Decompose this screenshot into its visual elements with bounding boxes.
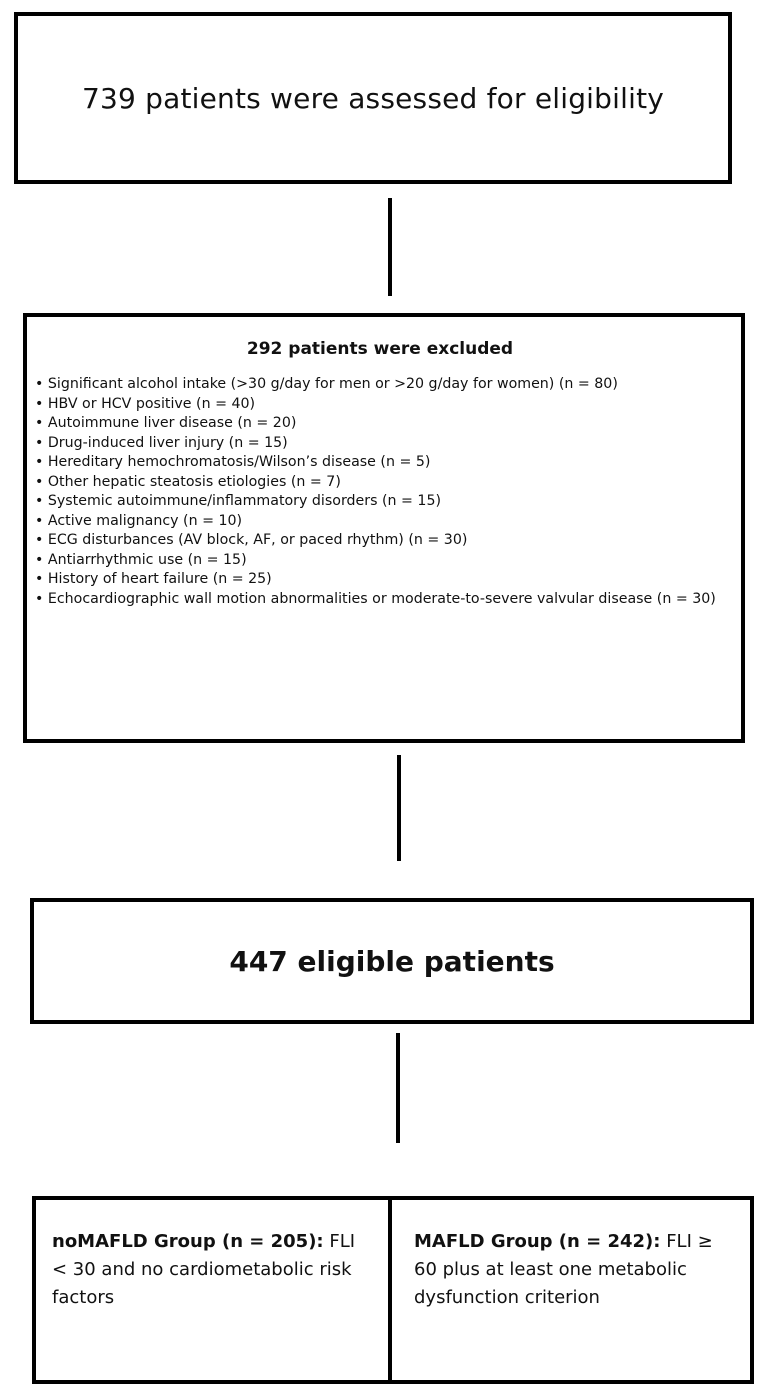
groups-box xyxy=(32,1196,754,1384)
eligible-text: 447 eligible patients xyxy=(229,944,555,978)
exclusion-item: • Echocardiographic wall motion abnormalities or moderate-to-severe valvular disease (n = 30) xyxy=(35,590,716,607)
mafld-group-description: FLI ≥ 60 plus at least one metabolic dysfunction criterion xyxy=(414,1231,713,1308)
exclusion-item: • Significant alcohol intake (>30 g/day for men or >20 g/day for women) (n = 80) xyxy=(35,376,618,392)
nomafld-group xyxy=(36,1200,388,1380)
nomafld-group-description: FLI < 30 and no cardiometabolic risk factors xyxy=(52,1231,356,1308)
connector-line xyxy=(388,198,392,296)
exclusion-item: • Autoimmune liver disease (n = 20) xyxy=(35,415,297,431)
exclusion-item: • ECG disturbances (AV block, AF, or paced rhythm) (n = 30) xyxy=(35,532,468,548)
connector-line xyxy=(397,755,401,861)
exclusion-item: • History of heart failure (n = 25) xyxy=(35,571,272,587)
nomafld-group-label: noMAFLD Group (n = 205): xyxy=(52,1231,324,1252)
exclusion-item: • Active malignancy (n = 10) xyxy=(35,512,243,529)
mafld-group xyxy=(388,1200,750,1380)
excluded-box xyxy=(23,313,745,743)
connector-line xyxy=(396,1033,400,1143)
exclusion-item: • Other hepatic steatosis etiologies (n = 7) xyxy=(35,473,341,490)
exclusion-item: • Hereditary hemochromatosis/Wilson’s disease (n = 5) xyxy=(35,454,431,470)
assessed-text: 739 patients were assessed for eligibility xyxy=(81,81,665,115)
exclusion-list xyxy=(35,375,725,609)
exclusion-item: • Antiarrhythmic use (n = 15) xyxy=(35,551,247,568)
assessed-box xyxy=(14,12,732,184)
exclusion-item: • Systemic autoimmune/inflammatory disorders (n = 15) xyxy=(35,493,442,509)
mafld-group-label: MAFLD Group (n = 242): xyxy=(414,1231,661,1252)
excluded-title: 292 patients were excluded xyxy=(246,339,514,359)
eligible-box xyxy=(30,898,754,1024)
exclusion-item: • Drug-induced liver injury (n = 15) xyxy=(35,434,288,451)
exclusion-item: • HBV or HCV positive (n = 40) xyxy=(35,395,256,412)
